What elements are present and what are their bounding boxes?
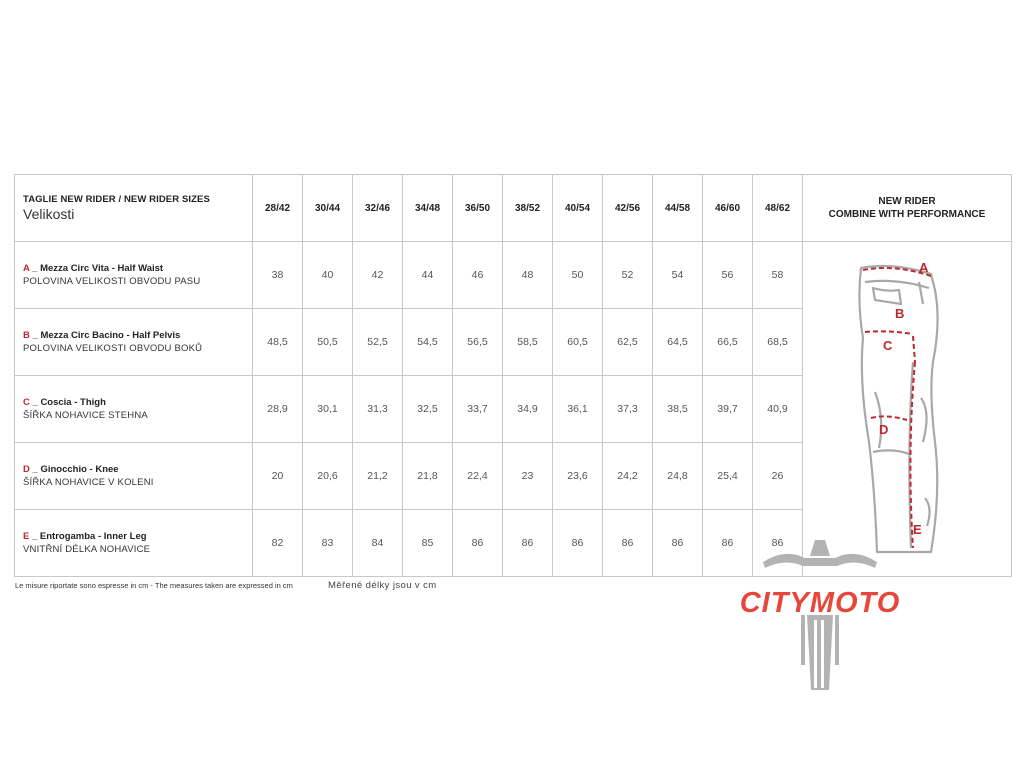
size-header: 46/60 [703, 175, 753, 242]
measurement-label-cell [15, 510, 253, 577]
size-value-cell: 21,8 [403, 443, 453, 510]
picture-header [803, 175, 1012, 242]
size-value-cell: 86 [703, 510, 753, 577]
size-value-cell: 66,5 [703, 309, 753, 376]
measurement-letter: C [23, 397, 30, 408]
size-value-cell: 22,4 [453, 443, 503, 510]
size-value-cell: 46 [453, 242, 503, 309]
measurement-separator: _ [29, 263, 41, 274]
measurement-letter: D [23, 464, 30, 475]
measurement-name-cz: POLOVINA VELIKOSTI OBVODU PASU [23, 276, 201, 287]
size-value-cell: 20 [253, 443, 303, 510]
measurement-name-cz: ŠÍŘKA NOHAVICE STEHNA [23, 410, 148, 421]
size-value-cell: 54,5 [403, 309, 453, 376]
size-value-cell: 24,8 [653, 443, 703, 510]
measurement-separator: _ [29, 397, 41, 408]
measurement-name-cz: POLOVINA VELIKOSTI OBVODU BOKŮ [23, 343, 203, 354]
table-row [15, 242, 1012, 309]
size-value-cell: 34,9 [503, 376, 553, 443]
header-row [15, 175, 1012, 242]
size-value-cell: 37,3 [603, 376, 653, 443]
size-value-cell: 68,5 [753, 309, 803, 376]
size-value-cell: 31,3 [353, 376, 403, 443]
diagram-label-c: C [883, 338, 893, 353]
size-header: 44/58 [653, 175, 703, 242]
size-value-cell: 30,1 [303, 376, 353, 443]
size-value-cell: 86 [553, 510, 603, 577]
size-value-cell: 26 [753, 443, 803, 510]
measurement-title: Coscia - Thigh [40, 397, 106, 408]
size-value-cell: 50,5 [303, 309, 353, 376]
diagram-label-a: A [919, 260, 929, 275]
size-value-cell: 86 [453, 510, 503, 577]
size-value-cell: 39,7 [703, 376, 753, 443]
size-value-cell: 86 [503, 510, 553, 577]
measurement-title: Mezza Circ Vita - Half Waist [40, 263, 164, 274]
citymoto-logo [715, 520, 925, 695]
measurement-name [23, 464, 252, 475]
size-header: 32/46 [353, 175, 403, 242]
size-value-cell: 56,5 [453, 309, 503, 376]
measurement-letter: B [23, 330, 30, 341]
size-header: 36/50 [453, 175, 503, 242]
measurement-name [23, 397, 252, 408]
size-value-cell: 20,6 [303, 443, 353, 510]
measurement-name [23, 531, 252, 542]
size-value-cell: 38,5 [653, 376, 703, 443]
size-value-cell: 24,2 [603, 443, 653, 510]
size-value-cell: 50 [553, 242, 603, 309]
size-value-cell: 84 [353, 510, 403, 577]
footnote-cz: Měřené délky jsou v cm [328, 580, 437, 591]
measurement-label-cell [15, 242, 253, 309]
diagram-label-b: B [895, 306, 905, 321]
measurement-label-cell [15, 309, 253, 376]
size-value-cell: 58,5 [503, 309, 553, 376]
size-value-cell: 36,1 [553, 376, 603, 443]
measurement-letter: E [23, 531, 30, 542]
picture-title: NEW RIDER [878, 196, 936, 207]
size-value-cell: 25,4 [703, 443, 753, 510]
measurement-title: Ginocchio - Knee [40, 464, 119, 475]
size-value-cell: 64,5 [653, 309, 703, 376]
size-value-cell: 32,5 [403, 376, 453, 443]
measurement-separator: _ [29, 464, 41, 475]
size-value-cell: 33,7 [453, 376, 503, 443]
size-value-cell: 60,5 [553, 309, 603, 376]
diagram-label-e: E [913, 522, 922, 537]
diagram-label-d: D [879, 422, 889, 437]
size-value-cell: 58 [753, 242, 803, 309]
size-value-cell: 62,5 [603, 309, 653, 376]
sizes-title-cz: Velikosti [23, 206, 75, 222]
size-value-cell: 42 [353, 242, 403, 309]
measurement-name-cz: VNITŘNÍ DÉLKA NOHAVICE [23, 544, 151, 555]
measurement-name-cz: ŠÍŘKA NOHAVICE V KOLENI [23, 477, 154, 488]
measurement-label-cell [15, 376, 253, 443]
measurement-separator: _ [29, 330, 41, 341]
size-header: 40/54 [553, 175, 603, 242]
logo-text: CITYMOTO [739, 587, 901, 619]
size-value-cell: 54 [653, 242, 703, 309]
size-header: 34/48 [403, 175, 453, 242]
footnote: Le misure riportate sono espresse in cm - The measures taken are expressed in cm [15, 581, 293, 590]
size-value-cell: 28,9 [253, 376, 303, 443]
size-value-cell: 86 [753, 510, 803, 577]
size-value-cell: 82 [253, 510, 303, 577]
size-value-cell: 85 [403, 510, 453, 577]
size-header: 30/44 [303, 175, 353, 242]
size-value-cell: 86 [653, 510, 703, 577]
size-value-cell: 83 [303, 510, 353, 577]
size-value-cell: 23,6 [553, 443, 603, 510]
size-value-cell: 52 [603, 242, 653, 309]
size-value-cell: 52,5 [353, 309, 403, 376]
size-value-cell: 44 [403, 242, 453, 309]
size-value-cell: 48 [503, 242, 553, 309]
size-header: 42/56 [603, 175, 653, 242]
measurement-separator: _ [29, 531, 40, 542]
size-chart-table [14, 174, 1012, 577]
measurement-label-cell [15, 443, 253, 510]
picture-subtitle: COMBINE WITH PERFORMANCE [828, 209, 986, 220]
measurement-letter: A [23, 263, 30, 274]
size-value-cell: 86 [603, 510, 653, 577]
measurement-title: Mezza Circ Bacino - Half Pelvis [40, 330, 181, 341]
size-value-cell: 40 [303, 242, 353, 309]
size-value-cell: 38 [253, 242, 303, 309]
size-value-cell: 40,9 [753, 376, 803, 443]
size-value-cell: 21,2 [353, 443, 403, 510]
header-label-cell [15, 175, 253, 242]
size-value-cell: 48,5 [253, 309, 303, 376]
measurement-name [23, 330, 252, 341]
measurement-name [23, 263, 252, 274]
size-value-cell: 23 [503, 443, 553, 510]
measurement-title: Entrogamba - Inner Leg [39, 531, 147, 542]
size-header: 28/42 [253, 175, 303, 242]
size-header: 38/52 [503, 175, 553, 242]
size-value-cell: 56 [703, 242, 753, 309]
size-header: 48/62 [753, 175, 803, 242]
sizes-title: TAGLIE NEW RIDER / NEW RIDER SIZES [23, 194, 210, 205]
